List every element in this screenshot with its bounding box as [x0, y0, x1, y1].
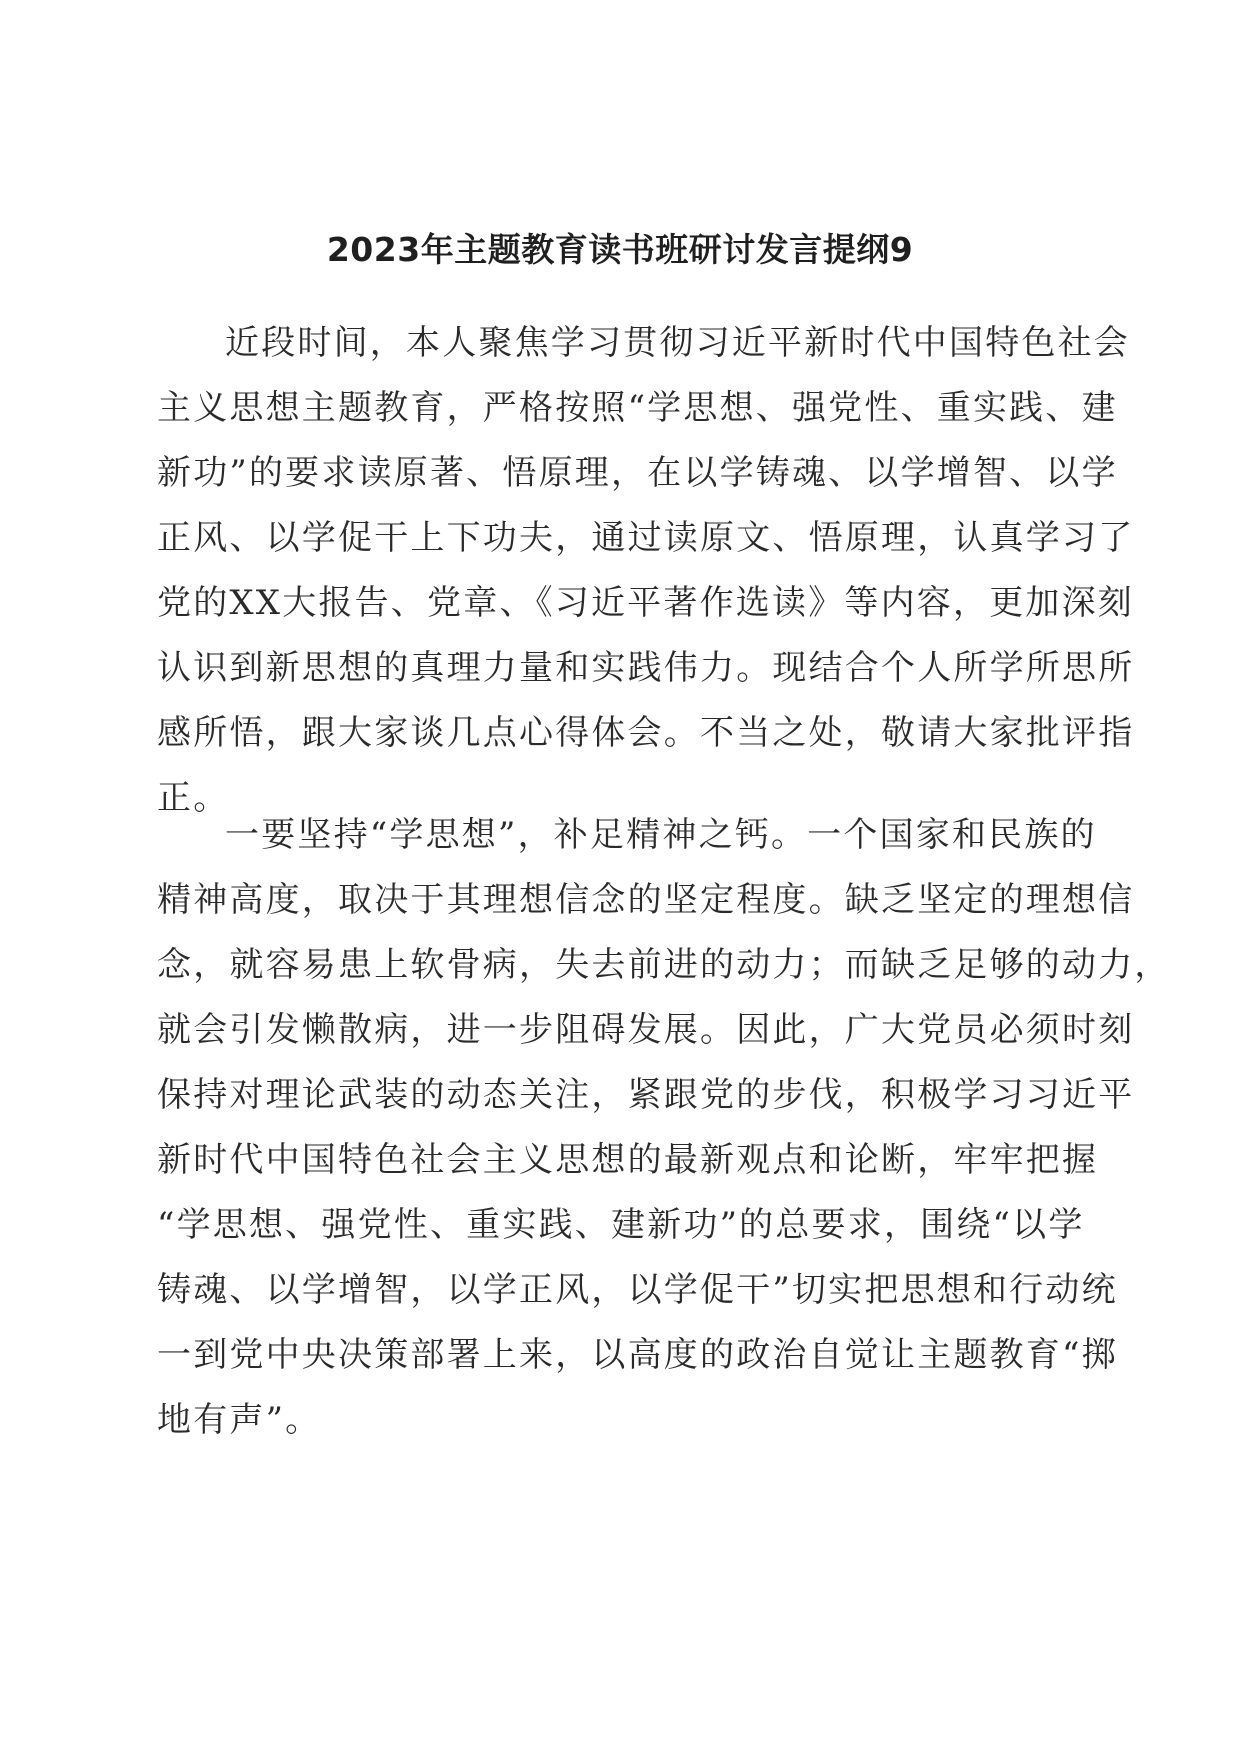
paragraph-line: “学思想、强党性、重实践、建新功”的总要求，围绕“以学 [157, 1205, 1085, 1245]
paragraph-line: 认识到新思想的真理力量和实践伟力。现结合个人所学所思所 [157, 648, 1135, 688]
paragraph-line: 正。 [157, 778, 230, 818]
paragraph-line: 主义思想主题教育，严格按照“学思想、强党性、重实践、建 [157, 388, 1118, 428]
paragraph-line: 就会引发懒散病，进一步阻碍发展。因此，广大党员必须时刻 [157, 1010, 1135, 1050]
paragraph-line: 保持对理论武装的动态关注，紧跟党的步伐，积极学习习近平 [157, 1075, 1135, 1115]
paragraph-line: 新时代中国特色社会主义思想的最新观点和论断，牢牢把握 [157, 1140, 1099, 1180]
paragraph-line: 一到党中央决策部署上来，以高度的政治自觉让主题教育“掷 [157, 1335, 1118, 1375]
paragraph-line: 一要坚持“学思想”，补足精神之钙。一个国家和民族的 [225, 815, 1097, 855]
paragraph-line: 正风、以学促干上下功夫，通过读原文、悟原理，认真学习了 [157, 518, 1135, 558]
paragraph-line: 新功”的要求读原著、悟原理，在以学铸魂、以学增智、以学 [157, 453, 1118, 493]
paragraph-intro [157, 311, 1135, 831]
paragraph-line: 近段时间，本人聚焦学习贯彻习近平新时代中国特色社会 [225, 323, 1130, 363]
paragraph-line: 念，就容易患上软骨病，失去前进的动力；而缺乏足够的动力， [157, 945, 1171, 985]
paragraph-line: 铸魂、以学增智，以学正风，以学促干”切实把思想和行动统 [157, 1270, 1118, 1310]
paragraph-line: 精神高度，取决于其理想信念的坚定程度。缺乏坚定的理想信 [157, 880, 1135, 920]
paragraph-line: 党的XX大报告、党章、《习近平著作选读》等内容，更加深刻 [157, 583, 1135, 623]
paragraph-study-thought [157, 803, 1171, 1453]
paragraph-line: 地有声”。 [157, 1400, 322, 1440]
document-title: 2023年主题教育读书班研讨发言提纲9 [326, 230, 914, 269]
paragraph-line: 感所悟，跟大家谈几点心得体会。不当之处，敬请大家批评指 [157, 713, 1135, 753]
